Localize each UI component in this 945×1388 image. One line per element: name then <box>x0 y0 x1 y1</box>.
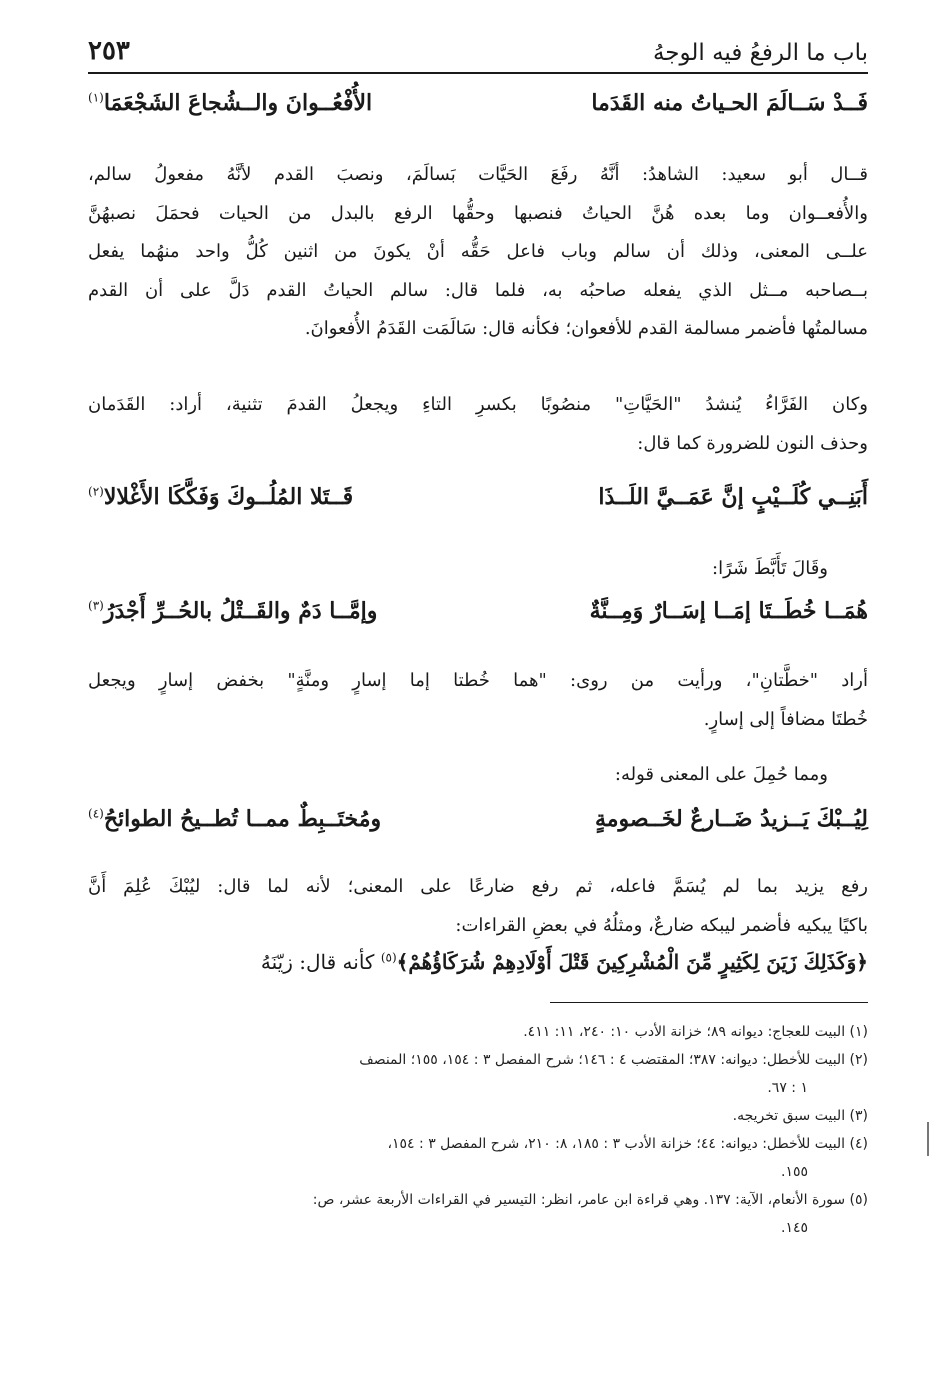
footnote-ref: (١) <box>88 90 104 105</box>
verse-4-hemistich-1: لِيُــبْكَ يَــزيدُ ضَــارعٌ لخَــصومةٍ <box>594 806 868 832</box>
footnote-ref: (٥) <box>380 950 397 965</box>
footnote-continuation: ١٤٥. <box>780 1220 808 1236</box>
scan-margin-mark <box>907 1122 929 1156</box>
quran-tail-text: كأنه قال: زيّنَهُ <box>260 950 375 974</box>
verse-1-hemistich-1: فَــدْ سَــالَمَ الحـياتُ منه القَدَما <box>591 90 868 116</box>
footnote-ref: (٢) <box>88 484 104 499</box>
page-number: ٢٥٣ <box>88 36 130 66</box>
footnote-ref: (٤) <box>88 806 104 821</box>
paragraph-line: رفع يزيد بما لم يُسَمَّ فاعله، ثم رفع ضارعًا على المعنى؛ لأنه لما قال: ليُبْكَ عُلِمَ أَنَّ <box>88 876 868 897</box>
footnote-continuation: ١ : ٦٧. <box>767 1080 808 1096</box>
verse-2-hemistich-2: قَــتَلا المُلُــوكَ وَفَكَّكَا الأَغْلالا$^{(٢)}$ <box>88 484 354 510</box>
paragraph-line: وحذف النون للضرورة كما قال: <box>637 432 868 454</box>
quran-verse: ﴿وَكَذَلِكَ زَيَنَ لِكَثِيرٍ مِّنَ الْمُشْرِكِينَ قَتْلَ أَوْلَادِهِمْ شُرَكَاؤُهُمْ﴾ <box>396 950 868 974</box>
verse-3-hemistich-1: هُمَــا خُطَــتَا إمَــا إسَــارٌ وَمِــنَّةٌ <box>589 598 868 624</box>
paragraph-line: بــصاحبه مــثل الذي يفعله صاحبُه به، فلما قال: سالم الحياتُ القدم دَلَّ على أن القدم <box>88 279 868 301</box>
footnote: (٤) البيت للأخطل: ديوانه: ٤٤؛ خزانة الأدب ٣ : ١٨٥، ٨: ٢١٠، شرح المفصل ٣ : ١٥٤، <box>387 1136 868 1152</box>
verse-4-hemistich-2: ومُختَــبِطٌ ممــا تُطــيحُ الطوائحُ$^{(٤)}$ <box>88 806 382 832</box>
book-page <box>88 18 868 1378</box>
chapter-title: باب ما الرفعُ فيه الوجهُ <box>652 40 868 66</box>
footnote-rule <box>550 1002 868 1003</box>
paragraph-line: أراد "خطَّتانِ"، ورأيت من روى: "هما خُطتا إما إسارٍ ومنَّةٍ" بخفض إسارٍ ويجعل <box>88 670 868 691</box>
paragraph-line: خُطتَا مضافاً إلى إسارٍ. <box>703 708 868 730</box>
footnote-ref: (٣) <box>88 598 104 613</box>
paragraph-1 <box>88 156 868 349</box>
running-header <box>88 18 868 66</box>
footnotes <box>88 1018 868 1242</box>
footnote-continuation: ١٥٥. <box>780 1164 808 1180</box>
paragraph-4 <box>88 868 868 945</box>
intro-line-4: ومما حُمِلَ على المعنى قوله: <box>614 764 828 785</box>
verse-4 <box>88 804 868 834</box>
paragraph-line: وكان الفَرَّاءُ يُنشدُ "الحَيَّاتِ" منصُوبًا بكسرِ التاءِ ويجعلُ القدمَ تثنية، أراد: القَدَمان <box>88 394 868 415</box>
verse-1 <box>88 88 868 118</box>
quran-citation-line <box>88 946 868 978</box>
verse-1-hemistich-2: الأُفْعُــوانَ والــشُجاعَ الشَجْعَمَا$^{(١)}$ <box>88 90 373 116</box>
footnote: (٢) البيت للأخطل: ديوانه: ٣٨٧؛ المقتضب ٤ : ١٤٦؛ شرح المفصل ٣ : ١٥٤، ١٥٥؛ المنصف <box>359 1052 868 1068</box>
paragraph-line: قــال أبو سعيد: الشاهدُ: أنَّهُ رفَعَ الحَيَّات بَسالَمَ، ونصبَ القدم لأنَّهُ مفعولُ سالم، <box>88 164 868 185</box>
paragraph-line: مسالمتُها فأضمر مسالمة القدم للأفعوان؛ فكأنه قال: سَالَمَت القَدَمُ الأُفعوانَ. <box>304 318 868 339</box>
paragraph-line: علــى المعنى، وذلك أن سالم وباب فاعل حَقُّه أنْ يكونَ من اثنين كُلُّ واحد منهُما يفعل <box>88 241 868 262</box>
paragraph-2 <box>88 386 868 463</box>
footnote: (٥) سورة الأنعام، الآية: ١٣٧. وهي قراءة ابن عامر، انظر: التيسير في القراءات الأربعة عشر، ص: <box>312 1192 868 1208</box>
verse-2 <box>88 482 868 512</box>
verse-3-hemistich-2: وإمَّــا دَمٌ والقَــتْلُ بالحُــرِّ أَجْدَرُ$^{(٣)}$ <box>88 598 378 624</box>
header-rule <box>88 72 868 74</box>
verse-2-hemistich-1: أَبَنِــي كُلَــيْبٍ إنَّ عَمَــيَّ اللَــذَا <box>598 484 868 510</box>
verse-3 <box>88 596 868 626</box>
paragraph-line: والأُفعــوان وما بعده هُنَّ الحياتُ فنصبها وحقُّها الرفع بالبدل من الحيات فحمَلَ نصبهُنَّ <box>88 202 868 224</box>
paragraph-line: باكيًا يبكيه فأضمر ليبكه ضارعٌ، ومثلُهُ في بعضِ القراءات: <box>455 914 868 936</box>
footnote: (١) البيت للعجاج: ديوانه ٨٩؛ خزانة الأدب ١٠: ٢٤٠، ١١: ٤١١. <box>523 1024 868 1040</box>
paragraph-3 <box>88 662 868 739</box>
footnote: (٣) البيت سبق تخريجه. <box>732 1108 868 1124</box>
intro-line-3: وقَالَ تَأَبَّطَ شَرًا: <box>712 558 828 579</box>
